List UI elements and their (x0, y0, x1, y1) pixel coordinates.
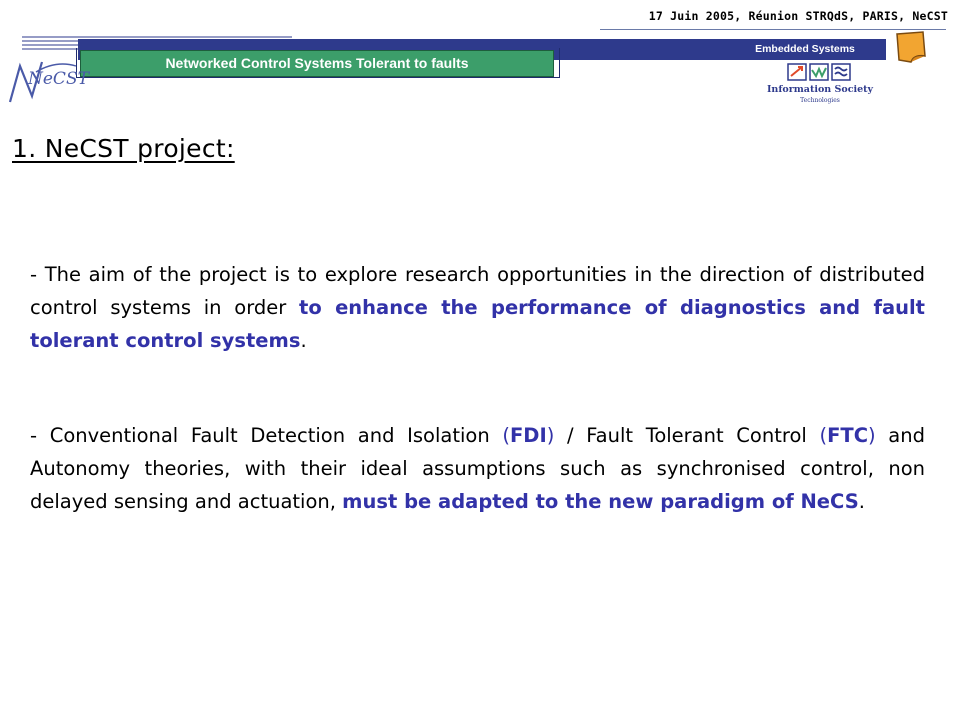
fdi-paragraph (30, 419, 925, 518)
fdi-tail: . (858, 490, 865, 513)
aim-paragraph (30, 258, 925, 357)
necst-logo-text: NeCST (28, 69, 89, 89)
ftc-acronym: FTC (827, 424, 869, 447)
ftc-paren-close: ) (868, 424, 876, 447)
ist-logo (766, 62, 874, 118)
fdi-text-2: / Fault Tolerant Control (554, 424, 820, 447)
ist-logo-line1: Information Society (766, 84, 874, 95)
date-location-line: 17 Juin 2005, Réunion STRQdS, PARIS, NeCST (648, 9, 948, 23)
fdi-text-3: and Autonomy theories, with their ideal assumptions such as synchronised control, non delayed sensing and actuation, (30, 424, 925, 513)
ftc-paren-open: ( (819, 424, 828, 447)
aim-tail: . (300, 329, 307, 352)
aim-lead: - The aim of the project is to explore research opportunities in the direction of distributed control systems in order (30, 263, 925, 319)
fdi-paren-open: ( (502, 424, 510, 447)
fdi-paren-close: ) (546, 424, 555, 447)
necst-logo (6, 56, 89, 108)
ist-logo-line2: Technologies (800, 97, 840, 104)
orange-note-icon (893, 30, 929, 64)
necs-highlight: must be adapted to the new paradigm of NeCS (342, 490, 859, 513)
section-tag: Embedded Systems (755, 43, 855, 55)
aim-highlight: to enhance the performance of diagnostics and fault tolerant control systems (30, 296, 925, 352)
fdi-text-1: - Conventional Fault Detection and Isolation (30, 424, 503, 447)
fdi-acronym: FDI (509, 424, 547, 447)
presentation-title: Networked Control Systems Tolerant to faults (165, 55, 469, 71)
section-heading: 1. NeCST project: (12, 134, 235, 163)
